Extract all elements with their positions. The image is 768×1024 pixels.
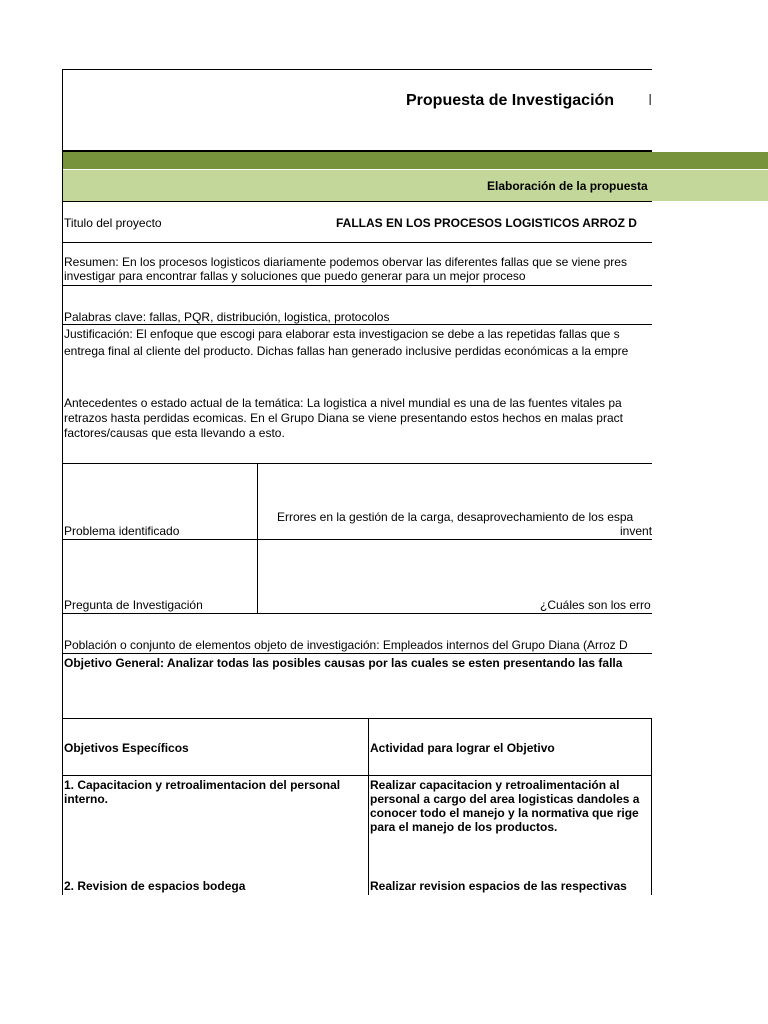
section-subtitle: Elaboración de la propuesta — [487, 179, 648, 193]
antecedentes-line-2: retrazos hasta perdidas ecomicas. En el Grupo Diana se viene presentando estos hechos en malas pract — [64, 411, 623, 425]
pregunta-label: Pregunta de Investigación — [64, 598, 203, 612]
table-top-border — [62, 718, 652, 719]
table-cell-actividad: Realizar capacitacion y retroalimentación al personal a cargo del area logisticas dandoles a conocer todo el manejo y la normativa que rige para el manejo de los productos. — [370, 778, 640, 834]
antecedentes-line-1: Antecedentes o estado actual de la temática: La logistica a nivel mundial es una de las fuentes vitales pa — [64, 396, 622, 410]
row-border — [62, 613, 652, 614]
page-title: Propuesta de Investigación — [406, 92, 615, 109]
project-title-value: FALLAS EN LOS PROCESOS LOGISTICOS ARROZ D — [336, 216, 637, 230]
top-border — [62, 69, 652, 70]
table-cell-objetivo: 1. Capacitacion y retroalimentacion del personal interno. — [64, 778, 341, 806]
objetivo-general-text: Objetivo General: Analizar todas las posibles causas por las cuales se esten presentando las falla — [64, 656, 623, 670]
table-cell-actividad: Realizar revision espacios de las respectivas — [370, 879, 627, 893]
table-header-actividad: Actividad para lograr el Objetivo — [370, 741, 555, 755]
table-column-divider — [368, 718, 369, 895]
green-band-dark — [63, 152, 768, 169]
table-cell-objetivo: 2. Revision de espacios bodega — [64, 879, 246, 893]
row-border — [62, 653, 652, 654]
project-title-label: Titulo del proyecto — [64, 216, 162, 230]
justificacion-line-2: entrega final al cliente del producto. Dichas fallas han generado inclusive perdidas económicas a la empre — [64, 344, 629, 358]
row-border — [62, 539, 652, 540]
row-border — [62, 285, 652, 286]
problema-line-2: invent — [620, 524, 653, 538]
poblacion-text: Población o conjunto de elementos objeto de investigación: Empleados internos del Grupo Diana (Arroz D — [64, 638, 628, 652]
column-divider — [257, 463, 258, 613]
table-header-objetivos: Objetivos Específicos — [64, 741, 189, 755]
row-border — [62, 463, 652, 464]
keywords-text: Palabras clave: fallas, PQR, distribución, logistica, protocolos — [64, 310, 390, 324]
page-title-fragment: I — [648, 92, 653, 109]
problema-line-1: Errores en la gestión de la carga, desaprovechamiento de los espa — [277, 510, 634, 524]
table-header-border — [62, 775, 652, 776]
pregunta-value: ¿Cuáles son los erro — [540, 598, 651, 612]
band-bottom-border — [62, 201, 652, 202]
resumen-line-2: investigar para encontrar fallas y soluciones que puedo generar para un mejor proceso — [64, 269, 526, 283]
row-border — [62, 324, 652, 325]
justificacion-line-1: Justificación: El enfoque que escogi para elaborar esta investigacion se debe a las repetidas fallas que s — [64, 327, 620, 341]
table-right-border — [651, 718, 652, 895]
resumen-line-1: Resumen: En los procesos logisticos diariamente podemos obervar las diferentes fallas que se viene pres — [64, 255, 627, 269]
row-border — [62, 242, 652, 243]
antecedentes-line-3: factores/causas que esta llevando a esto. — [64, 426, 285, 440]
problema-label: Problema identificado — [64, 524, 180, 538]
green-band-light — [63, 170, 768, 201]
